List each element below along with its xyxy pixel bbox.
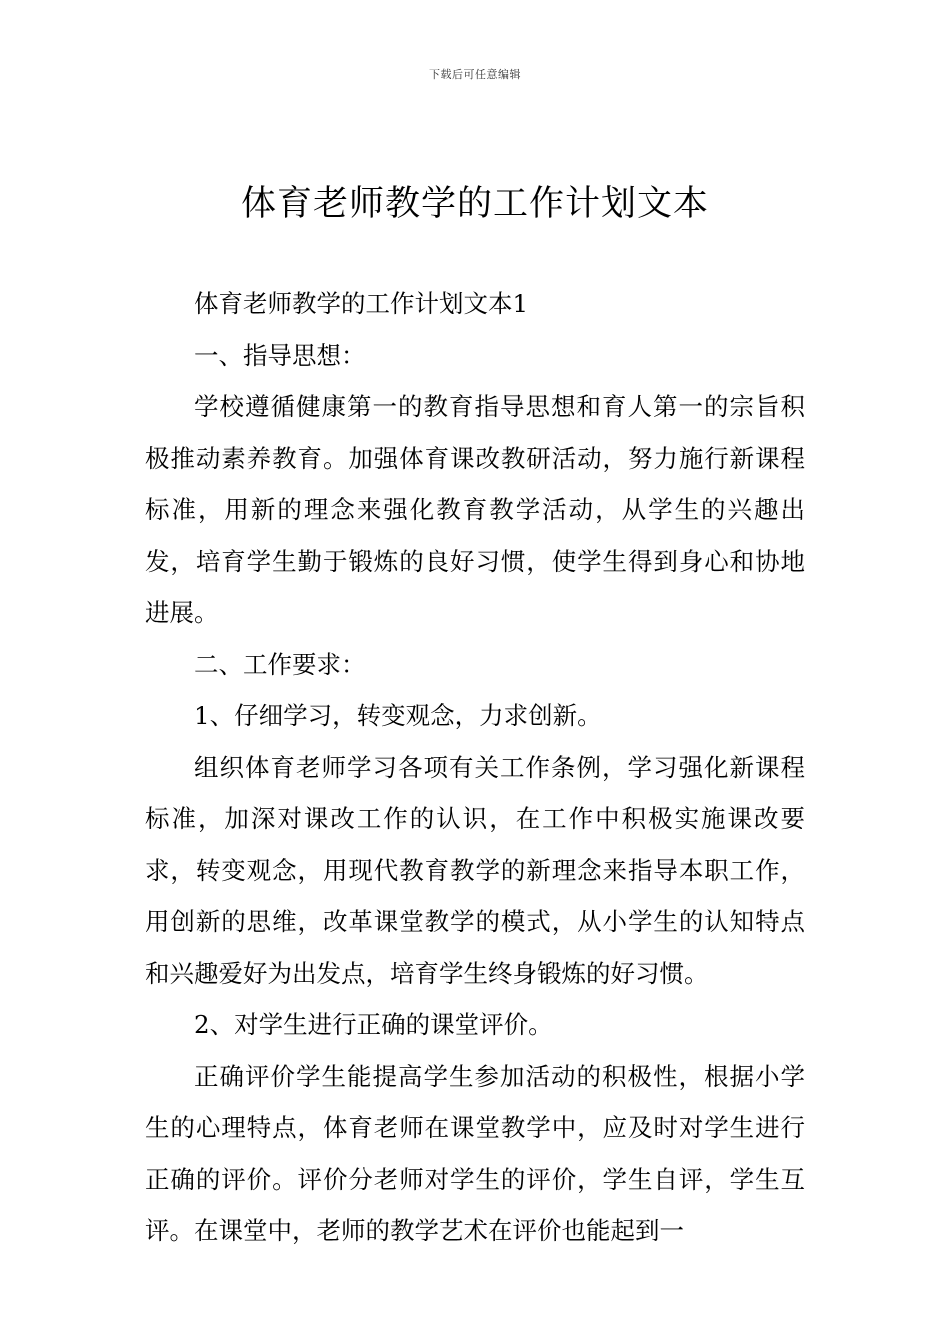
subheading-study-and-innovate: 1、仔细学习，转变观念，力求创新。 — [194, 701, 602, 730]
paragraph-guiding-ideology: 学校遵循健康第一的教育指导思想和育人第一的宗旨积极推动素养教育。加强体育课改教研活动，努力施行新课程标准，用新的理念来强化教育教学活动，从学生的兴趣出发，培育学生勤于锻炼的良好习惯，使学生得到身心和协地进展。 — [145, 392, 805, 627]
subheading-classroom-evaluation: 2、对学生进行正确的课堂评价。 — [194, 1010, 553, 1039]
document-body — [145, 278, 805, 1257]
section-heading-guiding-ideology: 一、指导思想： — [194, 340, 366, 370]
header-note: 下载后可任意编辑 — [429, 68, 521, 81]
paragraph-classroom-evaluation: 正确评价学生能提高学生参加活动的积极性，根据小学生的心理特点，体育老师在课堂教学中，应及时对学生进行正确的评价。评价分老师对学生的评价，学生自评，学生互评。在课堂中，老师的教学艺术在评价也能起到一 — [145, 1061, 805, 1245]
section-heading-work-requirements: 二、工作要求： — [194, 649, 366, 679]
paragraph-study-and-innovate: 组织体育老师学习各项有关工作条例，学习强化新课程标准，加深对课改工作的认识，在工作中积极实施课改要求，转变观念，用现代教育教学的新理念来指导本职工作，用创新的思维，改革课堂教学的模式，从小学生的认知特点和兴趣爱好为出发点，培育学生终身锻炼的好习惯。 — [145, 752, 805, 988]
document-title: 体育老师教学的工作计划文本 — [240, 184, 709, 224]
section-heading-plan-1: 体育老师教学的工作计划文本1 — [194, 289, 529, 318]
